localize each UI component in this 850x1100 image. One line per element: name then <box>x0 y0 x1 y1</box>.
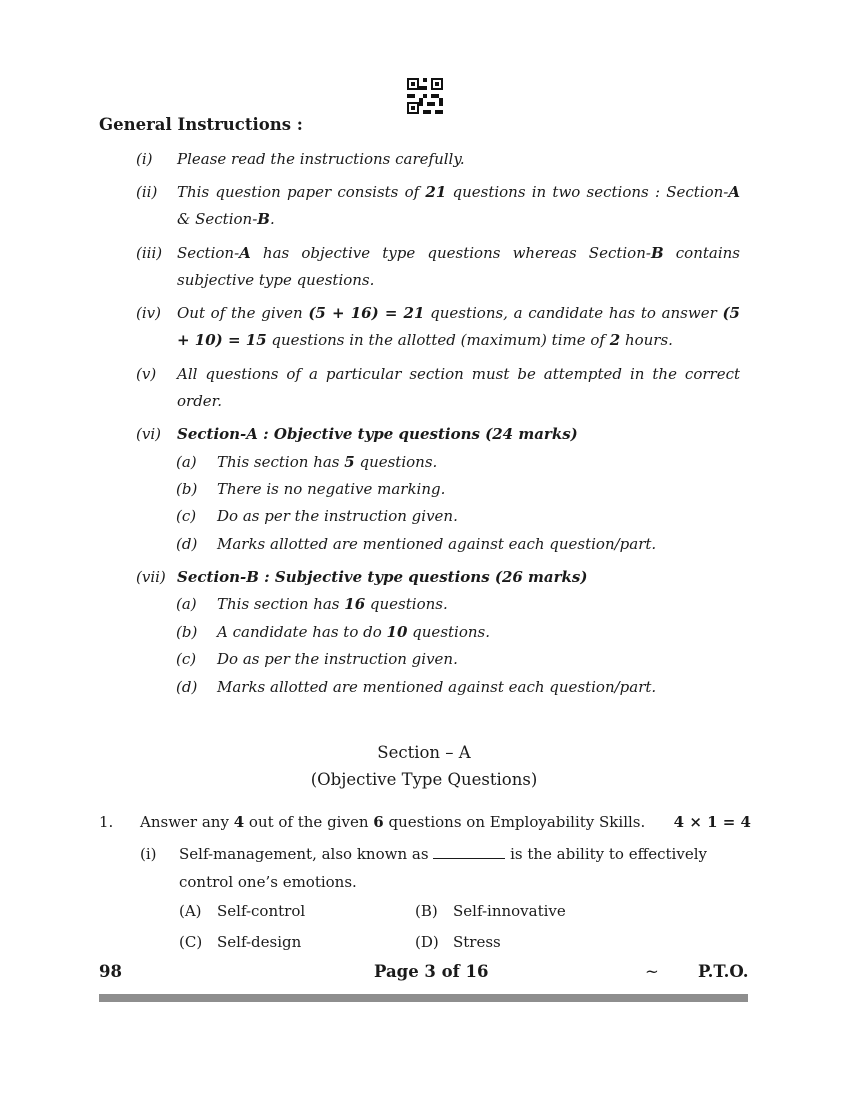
sub-question-i <box>140 840 730 896</box>
instruction-num: (ii) <box>136 183 158 201</box>
paper-code: 98 <box>99 962 122 981</box>
sub-question-text: Self-management, also known as is the ability to effectively control one’s emotions. <box>179 845 707 891</box>
instruction-num: (vi) <box>136 425 161 443</box>
instruction-text: All questions of a particular section must be attempted in the correct order. <box>177 365 740 410</box>
section-a-heading: Section-A : Objective type questions (24 marks) <box>177 425 578 443</box>
instruction-text: Section-A has objective type questions whereas Section-B contains subjective type questions. <box>177 244 740 289</box>
page-number: Page 3 of 16 <box>374 962 489 981</box>
sub-item: (b) A candidate has to do 10 questions. <box>176 623 490 641</box>
instruction-item <box>136 361 740 415</box>
option-d: (D) Stress <box>415 933 501 951</box>
instruction-item <box>136 300 740 354</box>
instruction-num: (i) <box>136 150 153 168</box>
answer-blank <box>433 844 505 859</box>
instruction-item <box>136 421 740 448</box>
section-title: Section – A <box>377 743 471 762</box>
question-text: Answer any 4 out of the given 6 questions on Employability Skills. <box>140 813 646 831</box>
instruction-text: This question paper consists of 21 questions in two sections : Section-A & Section-B. <box>177 183 740 228</box>
instruction-text: Out of the given (5 + 16) = 21 questions, a candidate has to answer (5 + 10) = 15 questions in the allotted (maximum) time of 2 hours. <box>177 304 740 349</box>
sub-item: (a) This section has 5 questions. <box>176 453 438 471</box>
instruction-item <box>136 240 740 294</box>
question-marks: 4 × 1 = 4 <box>673 813 751 831</box>
question-number: 1. <box>99 813 114 831</box>
footer-bar <box>99 994 748 1002</box>
instruction-num: (v) <box>136 365 157 383</box>
instruction-num: (iii) <box>136 244 163 262</box>
sub-item: (d) Marks allotted are mentioned against each question/part. <box>176 535 657 553</box>
sub-question-number: (i) <box>140 845 157 863</box>
instruction-item <box>136 179 740 233</box>
option-a: (A) Self-control <box>179 902 306 920</box>
option-b: (B) Self-innovative <box>415 902 566 920</box>
option-c: (C) Self-design <box>179 933 302 951</box>
sub-item: (b) There is no negative marking. <box>176 480 446 498</box>
instruction-text: Please read the instructions carefully. <box>177 150 465 168</box>
question-1 <box>99 810 751 834</box>
qr-code-icon <box>407 78 443 114</box>
instruction-num: (vii) <box>136 568 166 586</box>
sub-item: (a) This section has 16 questions. <box>176 595 448 613</box>
sub-item: (d) Marks allotted are mentioned against each question/part. <box>176 678 657 696</box>
sub-item: (c) Do as per the instruction given. <box>176 650 458 668</box>
section-b-heading: Section-B : Subjective type questions (26 marks) <box>177 568 588 586</box>
tilde-mark: ~ <box>645 962 659 981</box>
instruction-num: (iv) <box>136 304 161 322</box>
instruction-item <box>136 564 740 591</box>
pto-label: P.T.O. <box>698 962 749 981</box>
instruction-item <box>136 146 740 173</box>
general-instructions-title: General Instructions : <box>99 115 303 134</box>
sub-item: (c) Do as per the instruction given. <box>176 507 458 525</box>
section-subtitle: (Objective Type Questions) <box>310 770 538 789</box>
